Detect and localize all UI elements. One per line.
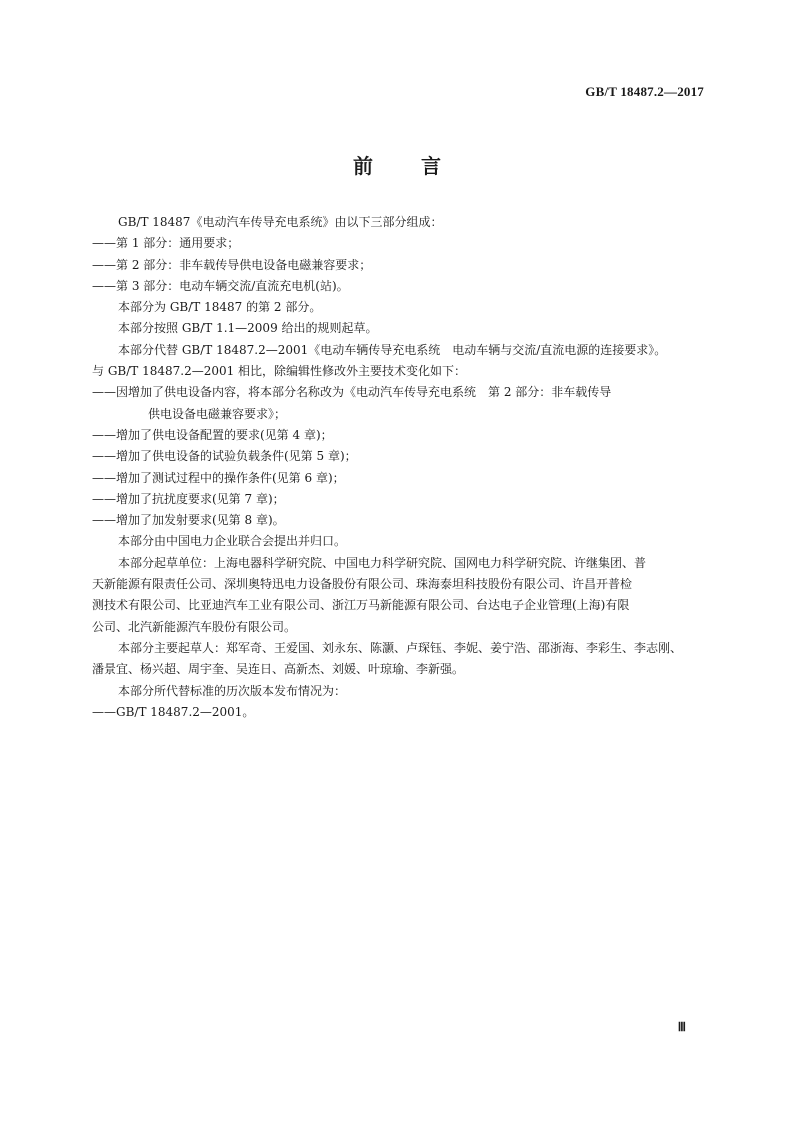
paragraph-drafting-rules: 本部分按照 GB/T 1.1—2009 给出的规则起草。 bbox=[118, 321, 378, 336]
paragraph-drafting-units-cont: 测技术有限公司、比亚迪汽车工业有限公司、浙江万马新能源有限公司、台达电子企业管理(上海)有限 bbox=[92, 598, 630, 613]
paragraph-drafting-units-cont: 天新能源有限责任公司、深圳奥特迅电力设备股份有限公司、珠海泰坦科技股份有限公司、许昌开普检 bbox=[92, 577, 633, 592]
change-item: ——增加了供电设备的试验负载条件(见第 5 章)； bbox=[92, 449, 357, 464]
paragraph-proposer: 本部分由中国电力企业联合会提出并归口。 bbox=[118, 534, 347, 549]
list-item: ——第 3 部分：电动车辆交流/直流充电机(站)。 bbox=[92, 278, 349, 293]
change-item: ——因增加了供电设备内容，将本部分名称改为《电动汽车传导充电系统 第 2 部分：非车载传导 bbox=[92, 385, 612, 400]
change-item: ——增加了测试过程中的操作条件(见第 6 章)； bbox=[92, 470, 345, 485]
standard-number: GB/T 18487.2—2017 bbox=[585, 84, 704, 99]
paragraph-history: 本部分所代替标准的历次版本发布情况为： bbox=[118, 683, 347, 698]
page-number: Ⅲ bbox=[677, 1020, 686, 1034]
change-item: ——增加了抗扰度要求(见第 7 章)； bbox=[92, 491, 285, 506]
change-item: ——增加了供电设备配置的要求(见第 4 章)； bbox=[92, 427, 333, 442]
foreword-body bbox=[92, 212, 708, 723]
paragraph-changes-intro: 与 GB/T 18487.2—2001 相比，除编辑性修改外主要技术变化如下： bbox=[92, 364, 467, 379]
paragraph-composition: GB/T 18487《电动汽车传导充电系统》由以下三部分组成： bbox=[118, 215, 443, 229]
title-char-1: 前 bbox=[353, 154, 373, 178]
list-item: ——第 1 部分：通用要求； bbox=[92, 236, 240, 251]
paragraph-drafters-cont: 潘景宜、杨兴超、周宇奎、吴连日、高新杰、刘媛、叶琼瑜、李新强。 bbox=[92, 662, 465, 677]
title-char-2: 言 bbox=[421, 154, 441, 178]
list-item: ——第 2 部分：非车载传导供电设备电磁兼容要求； bbox=[92, 257, 372, 272]
paragraph-part: 本部分为 GB/T 18487 的第 2 部分。 bbox=[118, 300, 322, 315]
paragraph-replaces: 本部分代替 GB/T 18487.2—2001《电动车辆传导充电系统 电动车辆与交流/直流电源的连接要求》。 bbox=[118, 342, 667, 357]
change-item-continuation: 供电设备电磁兼容要求》； bbox=[148, 406, 287, 421]
paragraph-drafters: 本部分主要起草人：郑军奇、王爱国、刘永东、陈灏、卢琛钰、李妮、姜宁浩、邵浙海、李彩生、李志刚、 bbox=[118, 640, 683, 655]
change-item: ——增加了加发射要求(见第 8 章)。 bbox=[92, 513, 285, 528]
page-title bbox=[0, 150, 794, 179]
paragraph-drafting-units: 本部分起草单位：上海电器科学研究院、中国电力科学研究院、国网电力科学研究院、许继集团、普 bbox=[118, 555, 647, 570]
history-item: ——GB/T 18487.2—2001。 bbox=[92, 704, 255, 719]
paragraph-drafting-units-cont: 公司、北汽新能源汽车股份有限公司。 bbox=[92, 619, 297, 634]
